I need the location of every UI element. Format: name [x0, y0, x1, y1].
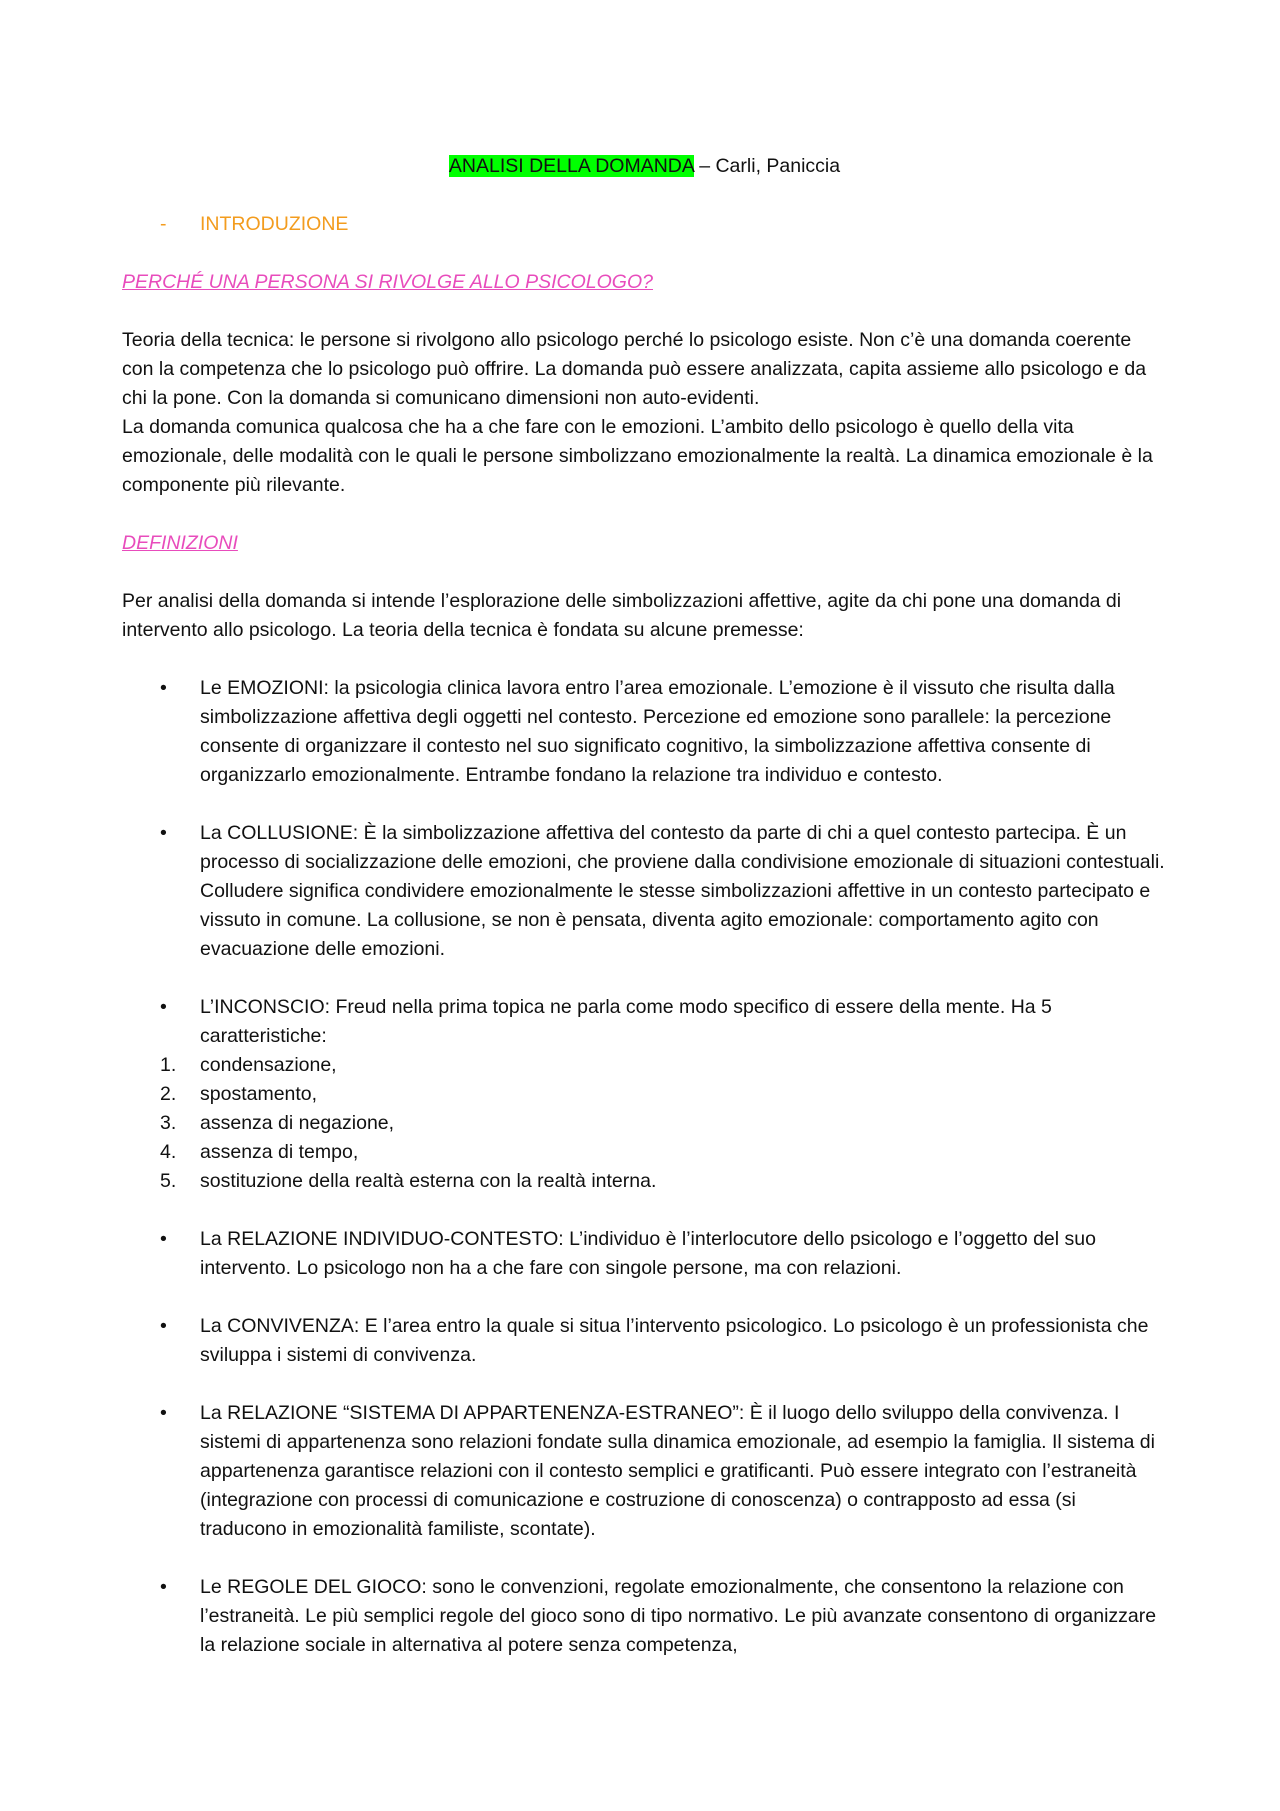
numbered-item-text: sostituzione della realtà esterna con la realtà interna. [200, 1170, 657, 1192]
intro-list-item [122, 210, 1167, 239]
bullet-marker: • [160, 1402, 167, 1424]
number-marker: 2. [160, 1083, 177, 1105]
document-body [122, 152, 1167, 1660]
numbered-item [122, 1138, 1167, 1167]
bullet-marker: • [160, 996, 167, 1018]
paragraph: La domanda comunica qualcosa che ha a che fare con le emozioni. L’ambito dello psicologo è quello della vita emozionale, delle modalità con le quali le persone simbolizzano emozionalmente la realtà. La dinamica emozionale è la componente più rilevante. [122, 416, 1153, 496]
list-item [122, 1573, 1167, 1660]
list-item-text: La RELAZIONE INDIVIDUO-CONTESTO: L’individuo è l’interlocutore dello psicologo e l’oggetto del suo intervento. Lo psicologo non ha a che fare con singole persone, ma con relazioni. [200, 1228, 1096, 1279]
list-item [122, 819, 1167, 964]
intro-label: INTRODUZIONE [200, 213, 349, 235]
section-heading-definitions: DEFINIZIONI [122, 532, 238, 554]
bullet-marker: • [160, 1576, 167, 1598]
list-item [122, 993, 1167, 1051]
number-marker: 4. [160, 1141, 177, 1163]
list-item-text: Le EMOZIONI: la psicologia clinica lavora entro l’area emozionale. L’emozione è il vissuto che risulta dalla simbolizzazione affettiva degli oggetti nel contesto. Percezione ed emozione sono parallele: la percezione consente di organizzare il contesto nel suo significato cognitivo, la simbolizzazione affettiva consente di organizzarlo emozionalmente. Entrambe fondano la relazione tra individuo e contesto. [200, 677, 1115, 786]
list-item-text: L’INCONSCIO: Freud nella prima topica ne parla come modo specifico di essere della mente. Ha 5 caratteristiche: [200, 996, 1052, 1047]
numbered-item [122, 1080, 1167, 1109]
paragraph: Teoria della tecnica: le persone si rivolgono allo psicologo perché lo psicologo esiste. Non c’è una domanda coerente con la competenza che lo psicologo può offrire. La domanda può essere analizzata, capita assieme allo psicologo e da chi la pone. Con la domanda si comunicano dimensioni non auto-evidenti. [122, 329, 1147, 409]
bullet-marker: • [160, 1228, 167, 1250]
list-item [122, 674, 1167, 790]
list-item [122, 1312, 1167, 1370]
numbered-item-text: assenza di tempo, [200, 1141, 359, 1163]
number-marker: 3. [160, 1112, 177, 1134]
numbered-item [122, 1109, 1167, 1138]
list-item [122, 1225, 1167, 1283]
document-title [122, 152, 1167, 181]
number-marker: 1. [160, 1054, 177, 1076]
paragraph: Per analisi della domanda si intende l’esplorazione delle simbolizzazioni affettive, agite da chi pone una domanda di intervento allo psicologo. La teoria della tecnica è fondata su alcune premesse: [122, 590, 1122, 641]
title-highlighted: ANALISI DELLA DOMANDA [448, 155, 694, 177]
numbered-item-text: condensazione, [200, 1054, 337, 1076]
list-item-text: La COLLUSIONE: È la simbolizzazione affettiva del contesto da parte di chi a quel contesto partecipa. È un processo di socializzazione delle emozioni, che proviene dalla condivisione emozionale di situazioni contestuali. Colludere significa condividere emozionalmente le stesse simbolizzazioni affettive in un contesto partecipato e vissuto in comune. La collusione, se non è pensata, diventa agito emozionale: comportamento agito con evacuazione delle emozioni. [200, 822, 1165, 960]
section-heading-why: PERCHÉ UNA PERSONA SI RIVOLGE ALLO PSICOLOGO? [122, 271, 653, 293]
dash-marker: - [160, 213, 167, 235]
title-authors: – Carli, Paniccia [693, 155, 841, 177]
numbered-item-text: spostamento, [200, 1083, 318, 1105]
list-item [122, 1399, 1167, 1544]
list-item-text: La RELAZIONE “SISTEMA DI APPARTENENZA-ESTRANEO”: È il luogo dello sviluppo della convivenza. I sistemi di appartenenza sono relazioni fondate sulla dinamica emozionale, ad esempio la famiglia. Il sistema di appartenenza garantisce relazioni con il contesto semplici e gratificanti. Può essere integrato con l’estraneità (integrazione con processi di comunicazione e costruzione di conoscenza) o contrapposto ad essa (si traducono in emozionalità familiste, scontate). [200, 1402, 1155, 1540]
list-item-text: La CONVIVENZA: E l’area entro la quale si situa l’intervento psicologico. Lo psicologo è un professionista che sviluppa i sistemi di convivenza. [200, 1315, 1149, 1366]
bullet-marker: • [160, 822, 167, 844]
bullet-marker: • [160, 1315, 167, 1337]
numbered-item [122, 1051, 1167, 1080]
list-item-text: Le REGOLE DEL GIOCO: sono le convenzioni, regolate emozionalmente, che consentono la relazione con l’estraneità. Le più semplici regole del gioco sono di tipo normativo. Le più avanzate consentono di organizzare la relazione sociale in alternativa al potere senza competenza, [200, 1576, 1157, 1656]
numbered-item-text: assenza di negazione, [200, 1112, 395, 1134]
bullet-marker: • [160, 677, 167, 699]
numbered-item [122, 1167, 1167, 1196]
number-marker: 5. [160, 1170, 177, 1192]
